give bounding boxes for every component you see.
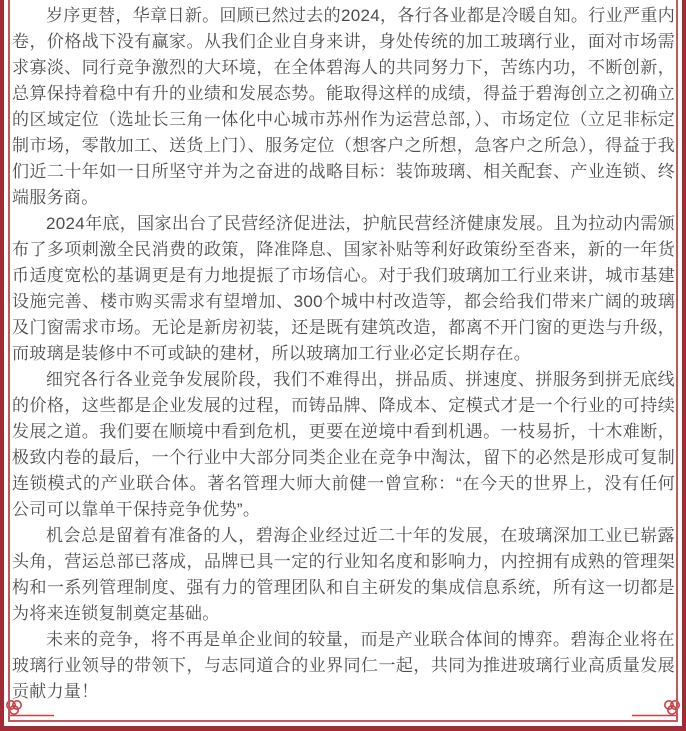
frame-outer-right: [682, 0, 686, 731]
letter-body: [12, 3, 675, 705]
paragraph-3: 细究各行各业竞争发展阶段，我们不难得出，拼品质、拼速度、拼服务到拼无底线的价格，这些都是企业发展的过程，而铸品牌、降成本、定模式才是一个行业的可持续发展之道。我们要在顺境中看到危机，更要在逆境中看到机遇。一枝易折，十木难断，极致内卷的最后，一个行业中大部分同类企业在竞争中淘汰，留下的必然是形成可复制连锁模式的产业联合体。著名管理大师大前健一曾宣称：“在今天的世界上，没有任何公司可以靠单干保持竞争优势”。: [12, 370, 675, 519]
chinese-knot-icon: [4, 697, 56, 719]
frame-inner-left: [8, 0, 10, 722]
paragraph-1: 岁序更替，华章日新。回顾已然过去的2024，各行各业都是冷暖自知。行业严重内卷，价格战下没有赢家。从我们企业自身来讲，身处传统的加工玻璃行业，面对市场需求寡淡、同行竞争激烈的大环境，在全体碧海人的共同努力下，苦练内功，不断创新，总算保持着稳中有升的业绩和发展态势。能取得这样的成绩，得益于碧海创立之初确立的区域定位（选址长三角一体化中心城市苏州作为运营总部，）、市场定位（立足非标定制市场，零散加工、送货上门）、服务定位（想客户之所想，急客户之所急），得益于我们近二十年如一日所坚守并为之奋进的战略目标：装饰玻璃、相关配套、产业连锁、终端服务商。: [12, 6, 675, 207]
paragraph-2: 2024年底，国家出台了民营经济促进法，护航民营经济健康发展。且为拉动内需颁布了多项刺激全民消费的政策，降准降息、国家补贴等利好政策纷至沓来，新的一年货币适度宽松的基调更是有力地提振了市场信心。对于我们玻璃加工行业来讲，城市基建设施完善、楼市购买需求有望增加、300个城中村改造等，都会给我们带来广阔的玻璃及门窗需求市场。无论是新房初装，还是既有建筑改造，都离不开门窗的更迭与升级，而玻璃是装修中不可或缺的建材，所以玻璃加工行业必定长期存在。: [12, 214, 675, 363]
frame-inner-bottom: [8, 720, 678, 722]
frame-inner-right: [676, 0, 678, 722]
paragraph-5: 未来的竞争，将不再是单企业间的较量，而是产业联合体间的博弈。碧海企业将在玻璃行业领导的带领下，与志同道合的业界同仁一起，共同为推进玻璃行业高质量发展贡献力量！: [12, 630, 675, 701]
frame-outer-left: [0, 0, 4, 731]
frame-outer-bottom: [0, 726, 686, 731]
chinese-knot-icon: [630, 697, 682, 719]
paragraph-4: 机会总是留着有准备的人，碧海企业经过近二十年的发展，在玻璃深加工业已崭露头角，营运总部已落成，品牌已具一定的行业知名度和影响力，内控拥有成熟的管理架构和一系列管理制度、强有力的管理团队和自主研发的集成信息系统，所有这一切都是为将来连锁复制奠定基础。: [12, 526, 675, 623]
